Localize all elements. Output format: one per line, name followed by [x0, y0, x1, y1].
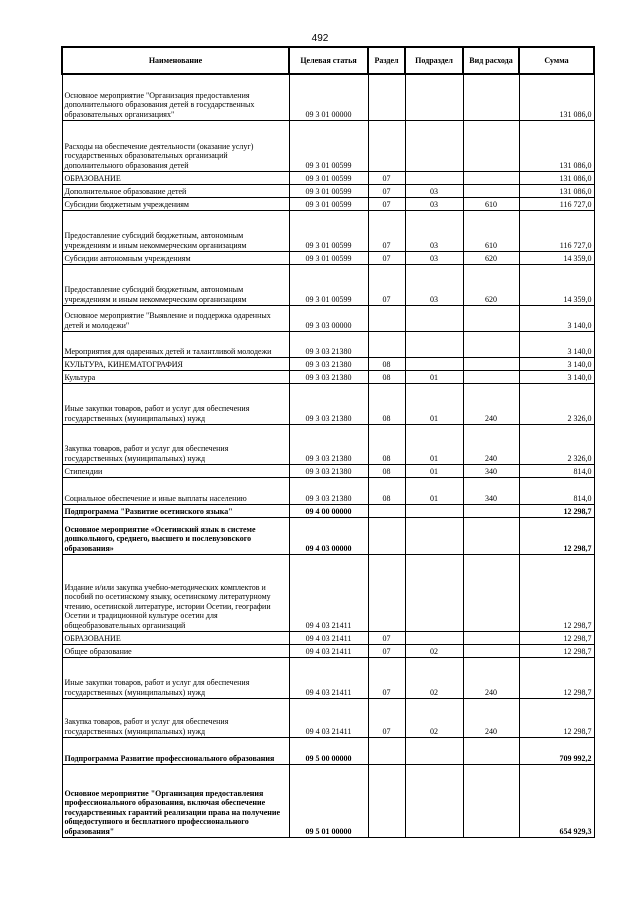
header-code: Целевая статья [289, 47, 368, 74]
row-type [463, 737, 519, 764]
row-type: 240 [463, 698, 519, 737]
row-type: 610 [463, 210, 519, 251]
row-amount: 709 992,2 [519, 737, 594, 764]
row-amount: 814,0 [519, 464, 594, 477]
row-subsection: 02 [405, 657, 463, 698]
row-code: 09 3 03 21380 [289, 464, 368, 477]
table-row [62, 74, 594, 120]
table-row [62, 210, 594, 251]
row-section [368, 764, 405, 837]
row-section: 07 [368, 251, 405, 264]
row-code: 09 3 03 00000 [289, 305, 368, 331]
row-code: 09 3 01 00599 [289, 210, 368, 251]
header-subsection: Подраздел [405, 47, 463, 74]
row-section: 08 [368, 383, 405, 424]
row-type [463, 184, 519, 197]
row-subsection [405, 764, 463, 837]
row-name: Закупка товаров, работ и услуг для обеспечения государственных (муниципальных) нужд [62, 698, 289, 737]
row-subsection [405, 554, 463, 631]
row-code: 09 3 03 21380 [289, 331, 368, 357]
row-type: 240 [463, 383, 519, 424]
row-code: 09 3 01 00599 [289, 171, 368, 184]
row-amount: 2 326,0 [519, 424, 594, 464]
row-subsection: 01 [405, 477, 463, 504]
row-amount: 14 359,0 [519, 264, 594, 305]
table-row [62, 370, 594, 383]
row-name: Субсидии автономным учреждениям [62, 251, 289, 264]
table-header-row [62, 47, 594, 74]
row-type: 620 [463, 264, 519, 305]
row-code: 09 3 01 00599 [289, 120, 368, 171]
table-row [62, 264, 594, 305]
table-row [62, 184, 594, 197]
row-amount: 12 298,7 [519, 698, 594, 737]
row-subsection: 03 [405, 184, 463, 197]
table-row [62, 631, 594, 644]
row-name: Культура [62, 370, 289, 383]
table-row [62, 120, 594, 171]
row-subsection: 03 [405, 251, 463, 264]
table-row [62, 305, 594, 331]
row-name: Предоставление субсидий бюджетным, автономным учреждениям и иным некоммерческим организациям [62, 264, 289, 305]
row-code: 09 3 01 00599 [289, 197, 368, 210]
row-code: 09 3 01 00000 [289, 74, 368, 120]
row-code: 09 4 03 21411 [289, 657, 368, 698]
row-code: 09 4 03 21411 [289, 554, 368, 631]
row-subsection: 01 [405, 383, 463, 424]
row-subsection [405, 357, 463, 370]
row-code: 09 4 03 00000 [289, 517, 368, 554]
row-type [463, 644, 519, 657]
row-subsection: 03 [405, 210, 463, 251]
row-subsection: 02 [405, 644, 463, 657]
row-section: 07 [368, 644, 405, 657]
row-amount: 14 359,0 [519, 251, 594, 264]
row-type: 240 [463, 424, 519, 464]
row-code: 09 3 03 21380 [289, 424, 368, 464]
row-type [463, 517, 519, 554]
row-amount: 131 086,0 [519, 120, 594, 171]
row-name: Иные закупки товаров, работ и услуг для обеспечения государственных (муниципальных) нужд [62, 657, 289, 698]
table-row [62, 331, 594, 357]
row-code: 09 3 01 00599 [289, 184, 368, 197]
row-section: 08 [368, 424, 405, 464]
table-row [62, 504, 594, 517]
row-section: 07 [368, 631, 405, 644]
row-name: Социальное обеспечение и иные выплаты населению [62, 477, 289, 504]
row-section [368, 517, 405, 554]
table-row [62, 477, 594, 504]
row-amount: 3 140,0 [519, 370, 594, 383]
row-subsection: 03 [405, 197, 463, 210]
row-name: Предоставление субсидий бюджетным, автономным учреждениям и иным некоммерческим организациям [62, 210, 289, 251]
row-type: 610 [463, 197, 519, 210]
budget-table [61, 46, 595, 838]
row-amount: 131 086,0 [519, 171, 594, 184]
row-amount: 131 086,0 [519, 74, 594, 120]
row-name: Общее образование [62, 644, 289, 657]
row-section: 07 [368, 171, 405, 184]
row-subsection [405, 331, 463, 357]
row-amount: 2 326,0 [519, 383, 594, 424]
row-subsection [405, 737, 463, 764]
row-amount: 814,0 [519, 477, 594, 504]
row-section: 08 [368, 357, 405, 370]
row-type [463, 74, 519, 120]
row-section: 08 [368, 370, 405, 383]
table-row [62, 737, 594, 764]
header-type: Вид расхода [463, 47, 519, 74]
row-subsection: 01 [405, 464, 463, 477]
row-subsection [405, 631, 463, 644]
row-section: 08 [368, 464, 405, 477]
row-amount: 12 298,7 [519, 657, 594, 698]
table-row [62, 657, 594, 698]
row-subsection [405, 120, 463, 171]
row-code: 09 3 03 21380 [289, 383, 368, 424]
table-row [62, 171, 594, 184]
row-amount: 12 298,7 [519, 644, 594, 657]
row-section [368, 74, 405, 120]
row-type [463, 764, 519, 837]
row-type [463, 305, 519, 331]
row-name: Основное мероприятие "Организация предоставления профессионального образования, включая обеспечение государственных гарантий реализации права на получение общедоступного и бесплатного профессионального образования" [62, 764, 289, 837]
table-row [62, 698, 594, 737]
row-code: 09 4 03 21411 [289, 631, 368, 644]
row-section: 07 [368, 184, 405, 197]
row-name: Закупка товаров, работ и услуг для обеспечения государственных (муниципальных) нужд [62, 424, 289, 464]
row-amount: 12 298,7 [519, 517, 594, 554]
row-code: 09 3 01 00599 [289, 264, 368, 305]
row-subsection [405, 171, 463, 184]
row-amount: 654 929,3 [519, 764, 594, 837]
row-amount: 116 727,0 [519, 210, 594, 251]
row-amount: 131 086,0 [519, 184, 594, 197]
row-section [368, 331, 405, 357]
row-name: Основное мероприятие «Осетинский язык в системе дошкольного, среднего, высшего и послевузовского образования» [62, 517, 289, 554]
row-code: 09 4 00 00000 [289, 504, 368, 517]
row-section: 07 [368, 698, 405, 737]
row-name: Подпрограмма Развитие профессионального образования [62, 737, 289, 764]
row-section [368, 554, 405, 631]
row-name: КУЛЬТУРА, КИНЕМАТОГРАФИЯ [62, 357, 289, 370]
row-type [463, 357, 519, 370]
row-section: 07 [368, 210, 405, 251]
row-amount: 12 298,7 [519, 504, 594, 517]
row-type [463, 631, 519, 644]
row-name: Мероприятия для одаренных детей и талантливой молодежи [62, 331, 289, 357]
row-amount: 3 140,0 [519, 357, 594, 370]
row-code: 09 4 03 21411 [289, 644, 368, 657]
row-type: 340 [463, 464, 519, 477]
table-row [62, 517, 594, 554]
row-name: Субсидии бюджетным учреждениям [62, 197, 289, 210]
row-section [368, 305, 405, 331]
row-subsection: 01 [405, 370, 463, 383]
table-row [62, 554, 594, 631]
row-code: 09 3 03 21380 [289, 477, 368, 504]
row-name: Основное мероприятие "Выявление и поддержка одаренных детей и молодежи" [62, 305, 289, 331]
row-subsection [405, 305, 463, 331]
row-section: 07 [368, 197, 405, 210]
row-amount: 3 140,0 [519, 331, 594, 357]
row-name: Подпрограмма "Развитие осетинского языка" [62, 504, 289, 517]
row-section [368, 737, 405, 764]
row-amount: 12 298,7 [519, 554, 594, 631]
row-section [368, 120, 405, 171]
header-name: Наименование [62, 47, 289, 74]
table-row [62, 764, 594, 837]
row-type [463, 370, 519, 383]
row-name: Основное мероприятие "Организация предоставления дополнительного образования детей в государственных образовательных организациях" [62, 74, 289, 120]
row-type [463, 171, 519, 184]
row-subsection: 02 [405, 698, 463, 737]
row-name: Иные закупки товаров, работ и услуг для обеспечения государственных (муниципальных) нужд [62, 383, 289, 424]
table-row [62, 383, 594, 424]
row-name: Стипендии [62, 464, 289, 477]
table-row [62, 464, 594, 477]
row-type [463, 120, 519, 171]
row-code: 09 5 00 00000 [289, 737, 368, 764]
table-row [62, 424, 594, 464]
row-subsection: 01 [405, 424, 463, 464]
row-name: ОБРАЗОВАНИЕ [62, 631, 289, 644]
row-name: Издание и/или закупка учебно-методических комплектов и пособий по осетинскому языку, осетинскому литературному чтению, осетинской литературе, истории Осетии, географии Осетии и традиционной культуре осетин для общеобразовательных организаций [62, 554, 289, 631]
row-type: 240 [463, 657, 519, 698]
row-code: 09 5 01 00000 [289, 764, 368, 837]
row-subsection [405, 74, 463, 120]
page-number: 492 [311, 33, 329, 44]
row-name: Расходы на обеспечение деятельности (оказание услуг) государственных образовательных организаций дополнительного образования детей [62, 120, 289, 171]
row-type: 620 [463, 251, 519, 264]
row-subsection [405, 517, 463, 554]
row-section: 07 [368, 264, 405, 305]
header-section: Раздел [368, 47, 405, 74]
table-row [62, 357, 594, 370]
row-section: 08 [368, 477, 405, 504]
row-type [463, 554, 519, 631]
row-code: 09 4 03 21411 [289, 698, 368, 737]
row-type [463, 504, 519, 517]
row-section [368, 504, 405, 517]
row-name: Дополнительное образование детей [62, 184, 289, 197]
row-code: 09 3 03 21380 [289, 370, 368, 383]
row-amount: 3 140,0 [519, 305, 594, 331]
table-row [62, 644, 594, 657]
row-section: 07 [368, 657, 405, 698]
header-amount: Сумма [519, 47, 594, 74]
row-amount: 12 298,7 [519, 631, 594, 644]
row-code: 09 3 03 21380 [289, 357, 368, 370]
row-code: 09 3 01 00599 [289, 251, 368, 264]
row-type [463, 331, 519, 357]
row-type: 340 [463, 477, 519, 504]
row-name: ОБРАЗОВАНИЕ [62, 171, 289, 184]
row-subsection [405, 504, 463, 517]
table-row [62, 251, 594, 264]
row-subsection: 03 [405, 264, 463, 305]
table-row [62, 197, 594, 210]
row-amount: 116 727,0 [519, 197, 594, 210]
